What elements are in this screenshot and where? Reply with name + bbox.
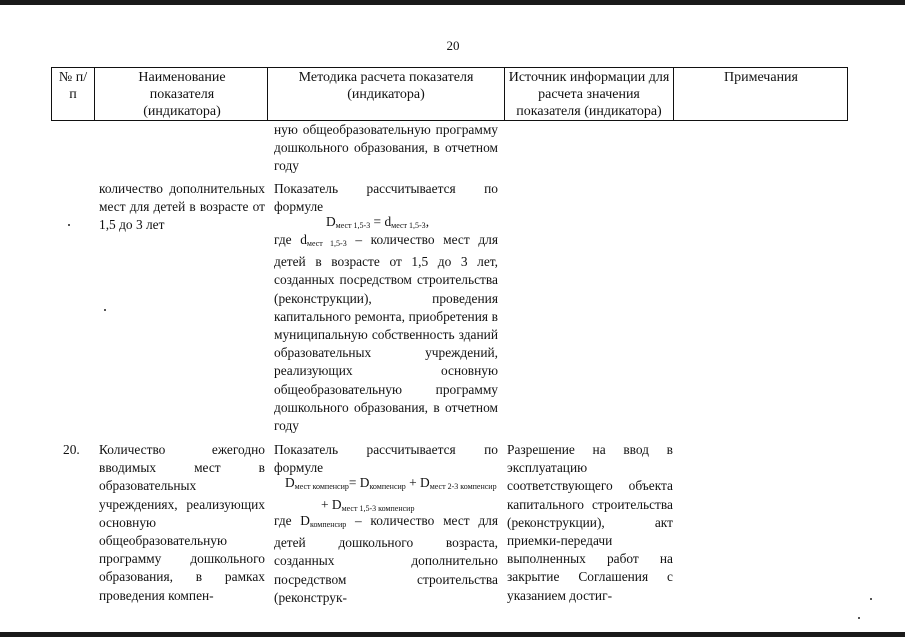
- method-continuation: ную общеобразовательную программу дошкольного образования, в отчетном году: [274, 122, 498, 174]
- formula-term: D: [285, 475, 295, 490]
- formula-line-1: [285, 474, 497, 496]
- page-number: 20: [446, 38, 460, 53]
- formula-term: d: [384, 214, 392, 229]
- scan-speck: [858, 617, 860, 619]
- header-cell-name: Наименование показателя (индикатора): [138, 70, 226, 119]
- scan-speck: [870, 598, 872, 600]
- formula-subscript: мест 1,5-3 компенсир: [341, 504, 415, 513]
- method-intro-1-5-3: Показатель рассчитывается по формуле: [274, 181, 498, 215]
- table-header-divider: [267, 67, 268, 121]
- formula-operator: +: [321, 497, 332, 512]
- method-where-prefix: где D: [274, 513, 310, 528]
- method-intro-row-20: Показатель рассчитывается по формуле: [274, 442, 498, 476]
- table-header-top-border: [51, 67, 848, 68]
- header-cell-notes: Примечания: [723, 70, 798, 85]
- formula-operator: =: [370, 214, 385, 229]
- scan-edge-bottom: [0, 632, 905, 637]
- header-cell-number: № п/п: [58, 70, 88, 102]
- method-body-text: – количество мест для детей дошкольного возраста, созданных дополнительно посредством строительства (реконструк-: [274, 513, 498, 605]
- formula-subscript: компенсир: [309, 520, 347, 529]
- table-header-divider: [94, 67, 95, 121]
- formula-operator: +: [405, 475, 421, 490]
- table-header-divider: [504, 67, 505, 121]
- indicator-name-row-20: Количество ежегодно вводимых мест в образовательных учреждениях, реализующих основную общеобразовательную программу дошкольного образования, в рамках проведения компен-: [99, 442, 265, 603]
- formula-term: D: [331, 497, 342, 512]
- formula-subscript: мест 1,5-3: [335, 221, 371, 230]
- formula-operator: =: [348, 475, 360, 490]
- scan-speck: [104, 309, 106, 311]
- formula-term: D: [326, 214, 336, 229]
- source-row-20: Разрешение на ввод в эксплуатацию соответствующего объекта капитального строительства (реконструкции), акт приемки-передачи выполненных работ на закрытие Соглашения с указанием достиг-: [507, 442, 673, 603]
- table-header-divider: [51, 67, 52, 121]
- table-header-divider: [847, 67, 848, 121]
- formula-term: D: [420, 475, 430, 490]
- scan-edge-top: [0, 0, 905, 5]
- formula-subscript: мест 1,5-3: [391, 221, 426, 230]
- method-body-row-20: [274, 512, 498, 607]
- formula-subscript: мест 2-3 компенсир: [429, 482, 497, 491]
- scan-speck: [68, 224, 70, 226]
- row-number: 20.: [63, 442, 80, 457]
- table-header-divider: [673, 67, 674, 121]
- header-cell-method: Методика расчета показателя (индикатора): [298, 70, 474, 102]
- formula-subscript: компенсир: [369, 482, 406, 491]
- formula-punctuation: ,: [425, 214, 430, 229]
- indicator-name-1-5-3: количество дополнительных мест для детей в возрасте от 1,5 до 3 лет: [99, 181, 265, 233]
- formula-subscript: мест 1,5-3: [306, 239, 347, 248]
- method-body-text: – количество мест для детей в возрасте от 1,5 до 3 лет, созданных посредством строительства (реконструкции), проведения капитального ремонта, приобретения в муниципальную собственность зданий образовательных учреждений, реализующих основную общеобразовательную программу дошкольного образования, в отчетном году: [274, 232, 498, 434]
- header-cell-source: Источник информации для расчета значения показателя (индикатора): [508, 70, 670, 119]
- method-where-prefix: где d: [274, 232, 307, 247]
- formula-subscript: мест компенсир: [294, 482, 349, 491]
- formula-term: D: [359, 475, 370, 490]
- method-body-1-5-3: [274, 231, 498, 435]
